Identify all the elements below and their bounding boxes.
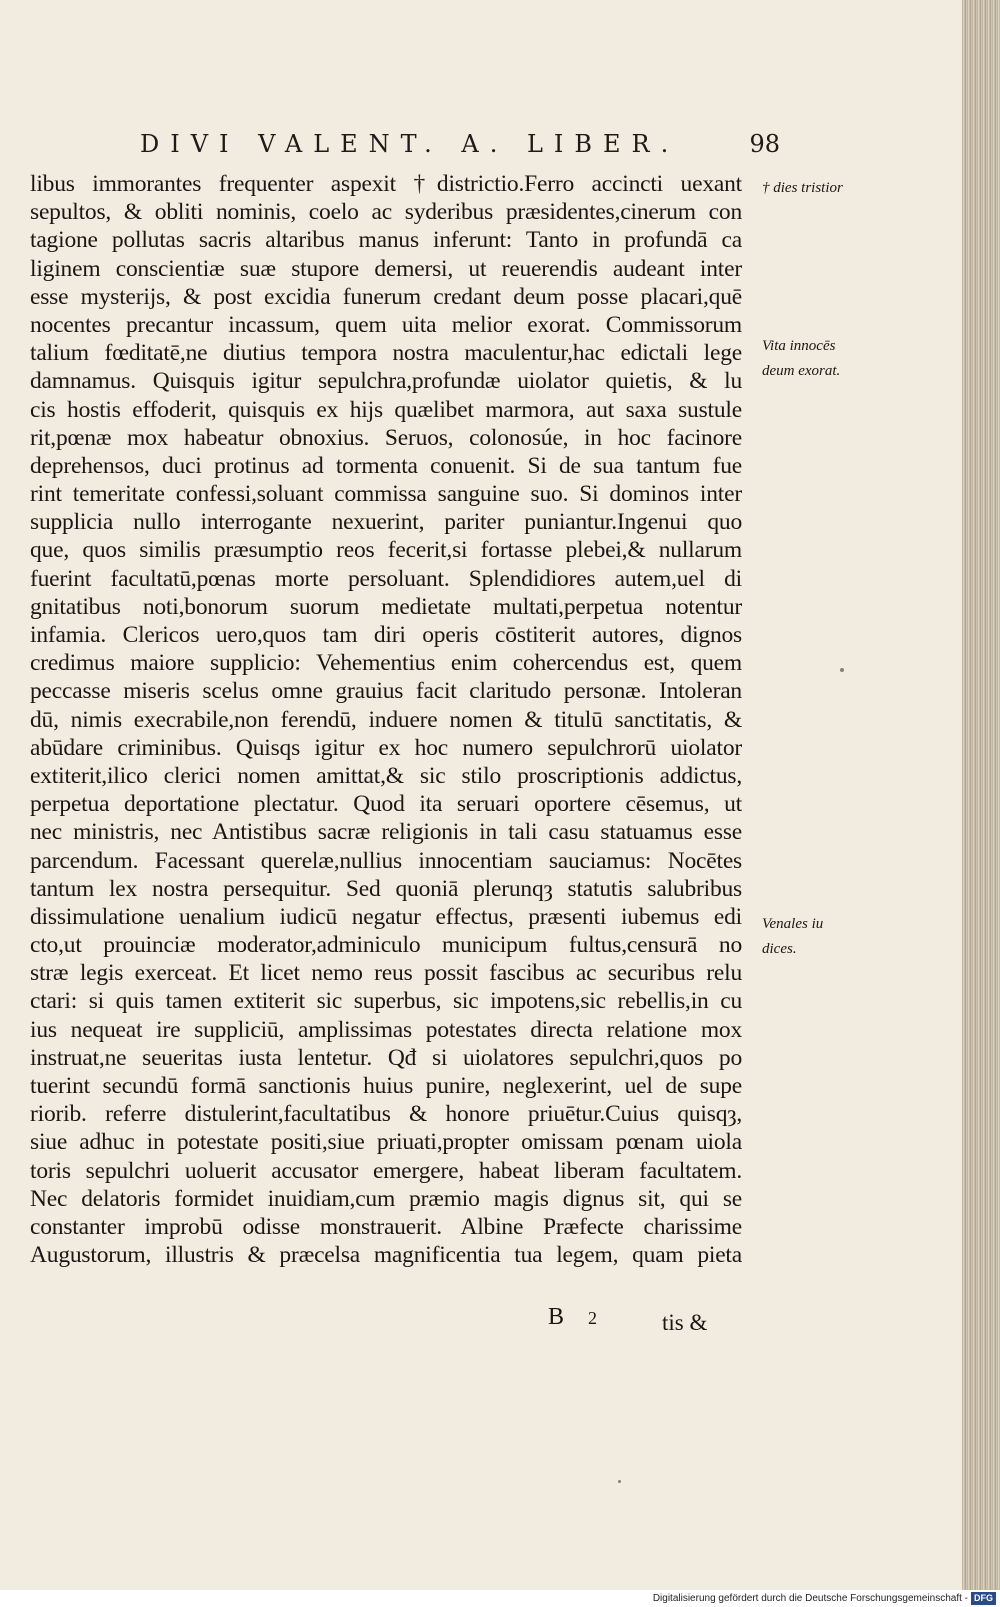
folio-number: 98: [749, 130, 780, 158]
text-line: dū, nimis execrabile,non ferendū, induere nomen & titulū sanctitatis, &: [30, 706, 742, 733]
marginal-note-line: dices.: [762, 941, 797, 957]
text-line: tantum lex nostra persequitur. Sed quoniā plerunqȝ statutis salubribus: [30, 875, 742, 902]
marginal-note-line: deum exorat.: [762, 363, 841, 379]
text-line: toris sepulchri uoluerit accusator emergere, habeat liberam facultatem.: [30, 1157, 742, 1184]
text-line: gnitatibus noti,bonorum suorum medietate multati,perpetua notentur: [30, 593, 742, 620]
text-line: cto,ut prouinciæ moderator,adminiculo municipum fultus,censurā no: [30, 932, 742, 959]
text-line: supplicia nullo interrogante nexuerint, pariter puniantur.Ingenui quo: [30, 509, 742, 536]
text-line: rit,pœnæ mox habeatur obnoxius. Seruos, colonosúe, in hoc facinore: [30, 424, 742, 451]
text-line: esse mysterijs, & post excidia funerum credant deum posse placari,quē: [30, 283, 742, 310]
marginal-note-3: [762, 912, 862, 962]
text-line: extiterit,ilico clerici nomen amittat,& sic stilo proscriptionis addictus,: [30, 762, 742, 789]
body-text: [30, 170, 742, 1269]
text-line: ius nequeat ire suppliciū, amplissimas potestates directa relatione mox: [30, 1016, 742, 1043]
paper-speck: [618, 1480, 621, 1483]
text-line: abūdare criminibus. Quisqs igitur ex hoc numero sepulchrorū uiolator: [30, 734, 742, 761]
text-line: stræ legis exerceat. Et licet nemo reus possit fascibus ac securibus relu: [30, 960, 742, 987]
text-line: tuerint secundū formā sanctionis huius punire, neglexerint, uel de supe: [30, 1073, 742, 1099]
marginal-note-line: † dies tristior: [762, 180, 843, 196]
text-line: siue adhuc in potestate positi,siue priuati,propter omissam pœnam uiola: [30, 1129, 742, 1156]
signature-number: 2: [588, 1308, 597, 1328]
marginal-note-line: Vita innocēs: [762, 338, 836, 354]
footer-bar: [0, 1590, 1000, 1607]
text-line: infamia. Clericos uero,quos tam diri operis cōstiterit autores, dignos: [30, 622, 742, 648]
text-line: nec ministris, nec Antistibus sacræ religionis in tali casu statuamus esse: [30, 819, 742, 846]
text-line: credimus maiore supplicio: Vehementius enim cohercendus est, quem: [30, 650, 742, 677]
text-line: talium fœditatē,ne diutius tempora nostra maculentur,hac edictali lege: [30, 340, 742, 367]
marginal-note-1: [762, 176, 862, 201]
catchword: tis &: [662, 1310, 708, 1335]
text-line: tagione pollutas sacris altaribus manus inferunt: Tanto in profundā ca: [30, 227, 742, 254]
running-head: DIVI VALENT. A. LIBER.: [140, 130, 680, 158]
signature-letter: B: [548, 1304, 565, 1330]
text-line: libus immorantes frequenter aspexit †districtio.Ferro accincti uexant: [30, 171, 742, 197]
text-line: constanter improbū odisse monstrauerit. Albine Præfecte charissime: [30, 1213, 742, 1240]
marginal-note-2: [762, 334, 862, 384]
paper-speck: [840, 668, 844, 672]
text-line: sepultos, & obliti nominis, coelo ac syderibus præsidentes,cinerum con: [30, 199, 742, 226]
text-line: rint temeritate confessi,soluant commissa sanguine suo. Si dominos inter: [30, 481, 742, 508]
text-line: riorib. referre distulerint,facultatibus & honore priuētur.Cuius quisqȝ,: [30, 1101, 742, 1128]
dfg-logo: DFG: [971, 1592, 996, 1605]
text-line: instruat,ne seueritas iusta lentetur. Qđ si uiolatores sepulchri,quos po: [30, 1044, 742, 1071]
text-line: Augustorum, illustris & præcelsa magnificentia tua legem, quam pieta: [30, 1242, 742, 1269]
text-line: nocentes precantur incassum, quem uita melior exorat. Commissorum: [30, 311, 742, 338]
text-line: damnamus. Quisquis igitur sepulchra,profundæ uiolator quietis, & lu: [30, 368, 742, 395]
text-line: dissimulatione uenalium iudicū negatur effectus, præsenti iubemus edi: [30, 903, 742, 930]
text-line: deprehensos, duci protinus ad tormenta conuenit. Si de sua tantum fue: [30, 452, 742, 479]
text-line: cis hostis effoderit, quisquis ex hijs quælibet marmora, aut saxa sustule: [30, 396, 742, 423]
footer-credit: Digitalisierung gefördert durch die Deutsche Forschungsgemeinschaft -: [652, 1593, 968, 1604]
text-line: ctari: si quis tamen extiterit sic superbus, sic impotens,sic rebellis,in cu: [30, 988, 742, 1015]
page-header: [140, 130, 780, 168]
text-line: perpetua deportatione plectatur. Quod ita seruari oportere cēsemus, ut: [30, 791, 742, 818]
text-line: Nec delatoris formidet inuidiam,cum præmio magis dignus sit, qui se: [30, 1185, 742, 1212]
text-line: que, quos similis præsumptio reos fecerit,si fortasse plebei,& nullarum: [30, 537, 742, 564]
text-line: parcendum. Facessant querelæ,nullius innocentiam sauciamus: Nocētes: [30, 847, 742, 874]
text-line: liginem conscientiæ suæ stupore demersi, ut reuerendis audeant inter: [30, 255, 742, 282]
marginal-note-line: Venales iu: [762, 916, 824, 932]
page-edge-block: [962, 0, 1000, 1590]
text-line: fuerint facultatū,pœnas morte persoluant. Splendidiores autem,uel di: [30, 565, 742, 592]
text-line: peccasse miseris scelus omne grauius facit claritudo personæ. Intoleran: [30, 678, 742, 705]
